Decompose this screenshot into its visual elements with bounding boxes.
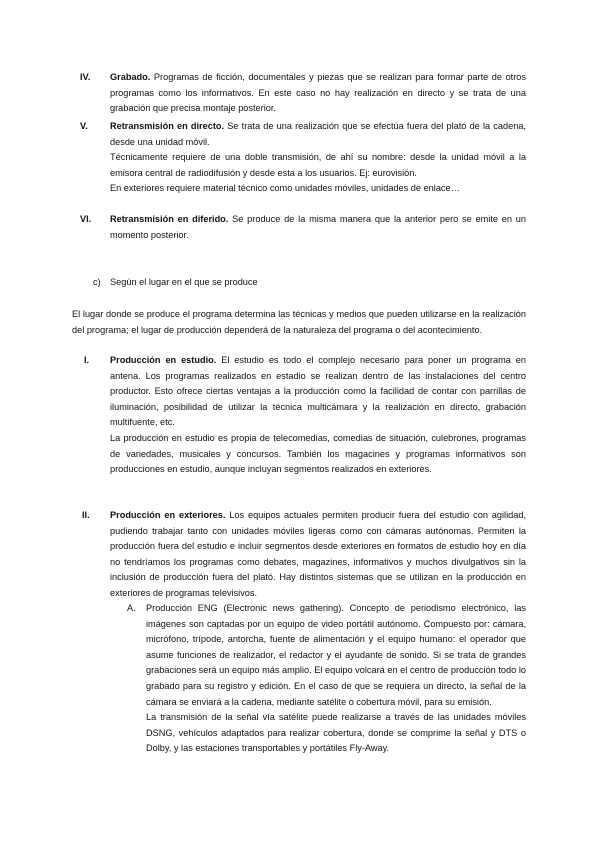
item-text: Se trata de una realización que se efectúa fuera del plató de la cadena, desde una unidad móvil. bbox=[110, 121, 526, 147]
item-lead: Producción en estudio. bbox=[110, 355, 217, 365]
item-paragraph: En exteriores requiere material técnico como unidades móviles, unidades de enlace… bbox=[110, 183, 460, 194]
item-paragraph: La producción en estudio es propia de telecomedias, comedias de situación, culebrones, programas de variedades, musicales y concursos. También los magacines y programas informativos son producciones en estudio, aunque incluyan segmentos realizados en exteriores. bbox=[110, 432, 526, 475]
sublist-marker-a: A. bbox=[127, 603, 136, 613]
section-marker: c) bbox=[93, 277, 101, 287]
item-lead: Producción en exteriores. bbox=[110, 510, 226, 520]
item-lead: Grabado. bbox=[110, 72, 151, 82]
list-number-vi: VI. bbox=[80, 214, 92, 224]
item-text: Los equipos actuales permiten producir fuera del estudio con agilidad, pudiendo trabajar tanto con unidades móviles ligeras como con cámaras autónomas. Permiten la producción fuera del estudio e incluir segmentos desde exteriores en formatos de estudio hoy en día no tendríamos los programas como debates, magazines, informativos y muchos divulgativos sin la inclusión de producción fuera del plató. Hay distintos sistemas que se utilizan en la producción en exteriores de programas televisivos. bbox=[110, 510, 527, 598]
sublist-item-eng bbox=[146, 601, 526, 757]
item-lead: Retransmisión en directo. bbox=[110, 121, 225, 131]
intro-paragraph: El lugar donde se produce el programa determina las técnicas y medios que pueden utilizarse en la realización del programa; el lugar de producción dependerá de la naturaleza del programa o del acontecimiento. bbox=[72, 309, 526, 335]
item-paragraph: Producción ENG (Electronic news gathering). Concepto de periodismo electrónico, las imágenes son captadas por un equipo de video portátil autónomo. Compuesto por: cámara, micrófono, trípode, antorcha, fuente de alimentación y el equipo humano: el operador que asume funciones de realizador, el redactor y el ayudante de sonido. Si se trata de grandes grabaciones será un equipo más amplio. El equipo volcará en el centro de producción todo lo grabado para su registro y edición. En el caso de que se requiera un directo, la señal de la cámara se enviará a la cadena, mediante satélite o cobertura móvil, para su emisión. bbox=[146, 603, 526, 707]
item-text: Programas de ficción, documentales y piezas que se realizan para formar parte de otros programas como los informativos. En este caso no hay realización en directo y se trata de una grabación que precisa montaje posterior. bbox=[110, 72, 526, 114]
list-item-retransmision-directo bbox=[110, 119, 526, 197]
list-item-retransmision-diferido bbox=[110, 212, 526, 243]
item-paragraph: La transmisión de la señal vía satélite puede realizarse a través de las unidades móviles DSNG, vehículos adaptados para realizar cobertura, donde se comprime la señal y DTS o Dolby, y las estaciones transportables y portátiles Fly-Away. bbox=[146, 712, 526, 754]
item-text: El estudio es todo el complejo necesario para poner un programa en antena. Los programas realizados en estadio se realizan dentro de las instalaciones del centro productor. Esto ofrece ciertas ventajas a la producción como la facilidad de contar con parrillas de iluminación, posibilidad de utilizar la técnica multicámara y la realización en directo, grabación multifuente, etc. bbox=[110, 355, 526, 428]
item-lead: Retransmisión en diferido. bbox=[110, 214, 229, 224]
list-number-i: I. bbox=[84, 355, 90, 365]
list-item-produccion-estudio bbox=[110, 353, 526, 478]
item-paragraph: Técnicamente requiere de una doble transmisión, de ahí su nombre: desde la unidad móvil a la emisora central de radiodifusión y desde esta a los usuarios. Ej: eurovisión. bbox=[110, 152, 526, 178]
list-number-v: V. bbox=[80, 121, 88, 131]
item-text: Se produce de la misma manera que la anterior pero se emite en un momento posterior. bbox=[110, 214, 526, 240]
section-title: Según el lugar en el que se produce bbox=[110, 277, 258, 287]
list-number-ii: II. bbox=[82, 510, 90, 520]
list-number-iv: IV. bbox=[80, 72, 91, 82]
list-item-produccion-exteriores bbox=[110, 508, 526, 602]
list-item-grabado bbox=[110, 70, 526, 117]
